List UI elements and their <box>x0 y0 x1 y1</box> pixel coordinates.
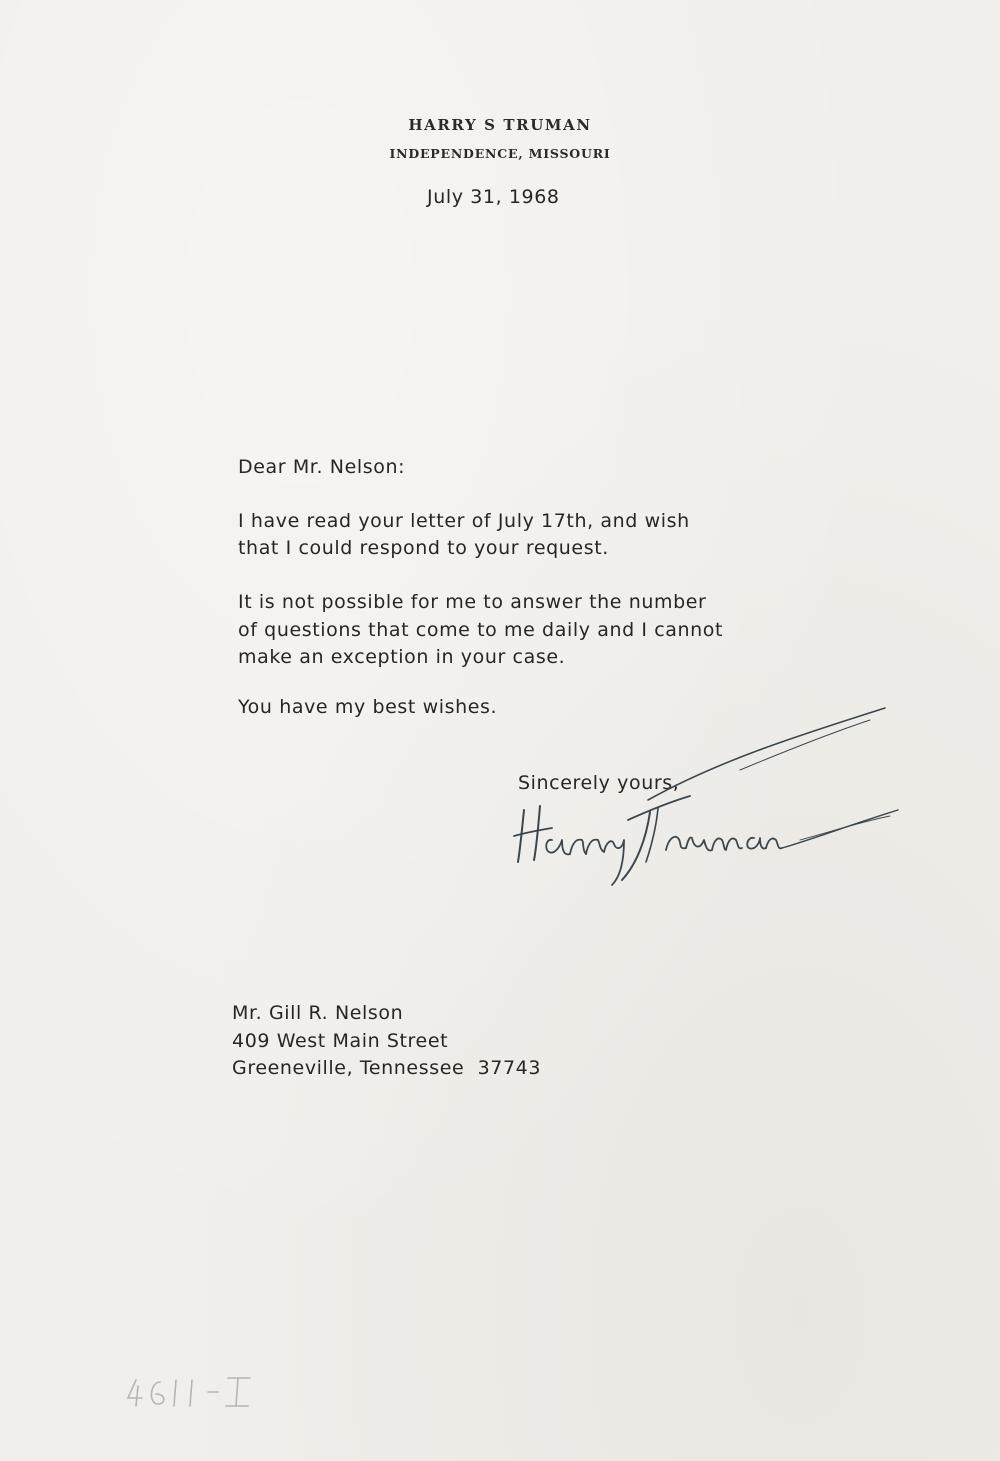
body-paragraph-1-line-2: that I could respond to your request. <box>238 537 609 559</box>
recipient-street: 409 West Main Street <box>232 1030 449 1052</box>
body-paragraph-2-line-2: of questions that come to me daily and I cannot <box>238 619 724 641</box>
letterhead-place: INDEPENDENCE, MISSOURI <box>389 146 611 161</box>
recipient-city-line: Greeneville, Tennessee 37743 <box>232 1057 542 1079</box>
handwritten-signature <box>500 700 920 900</box>
body-paragraph-2-line-1: It is not possible for me to answer the number <box>238 591 707 613</box>
letterhead-name: HARRY S TRUMAN <box>408 116 592 134</box>
salutation: Dear Mr. Nelson: <box>238 456 406 478</box>
letter-date: July 31, 1968 <box>427 186 560 208</box>
body-paragraph-3: You have my best wishes. <box>238 696 498 718</box>
pencil-archive-note <box>110 1372 270 1412</box>
recipient-name: Mr. Gill R. Nelson <box>232 1002 404 1024</box>
closing: Sincerely yours, <box>518 772 680 794</box>
body-paragraph-2-line-3: make an exception in your case. <box>238 646 566 668</box>
body-paragraph-1-line-1: I have read your letter of July 17th, and wish <box>238 510 690 532</box>
